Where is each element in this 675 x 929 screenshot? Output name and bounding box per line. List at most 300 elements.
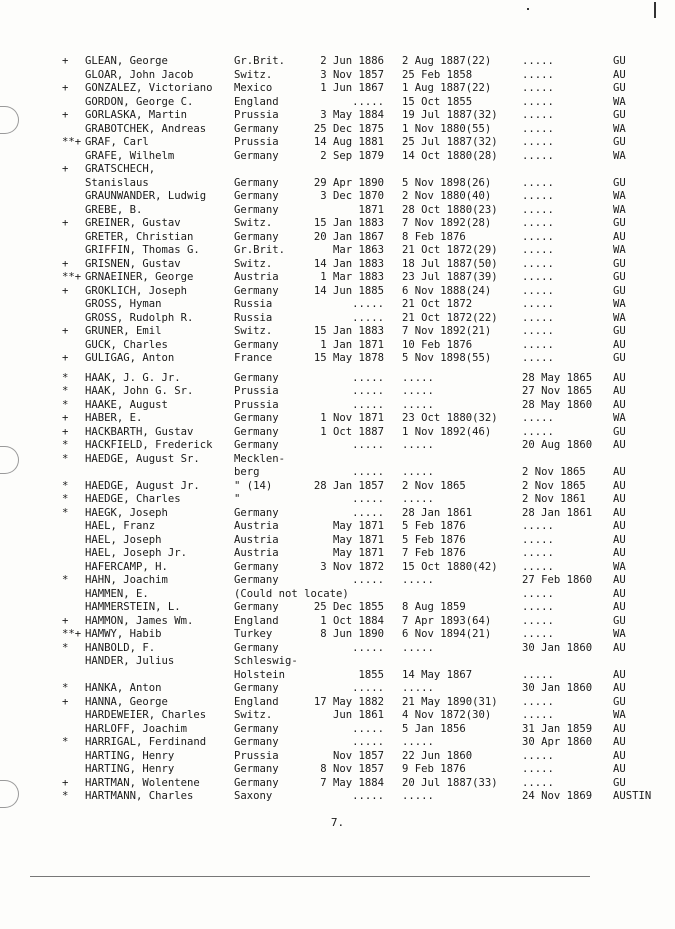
naturalization-date: 7 Feb 1876 [402,547,466,559]
arrival-date: May 1871 [332,533,384,546]
country: Schleswig- [234,655,298,667]
citizenship-date: ..... [522,271,554,283]
row-marker: **+ [62,628,82,640]
arrival-date: 3 Nov 1857 [320,68,384,81]
person-name: GRUNER, Emil [85,325,162,337]
location-code: AU [613,722,626,735]
row-marker: * [62,479,69,492]
row-marker: * [62,439,69,451]
table-row [0,244,675,258]
location-code: AU [613,68,626,81]
person-name: HAHN, Joachim [85,574,168,586]
table-row [0,507,675,521]
location-code: GU [613,55,626,67]
location-code: AU [613,763,626,775]
scan-mark [527,8,529,10]
arrival-date: 1 Oct 1887 [320,425,384,438]
naturalization-date: 2 Nov 1880(40) [402,190,492,202]
table-row [0,217,675,231]
row-marker: + [62,695,69,708]
row-marker: + [62,217,69,229]
person-name: HANNA, George [85,695,168,708]
citizenship-date: ..... [522,352,554,364]
row-marker: * [62,790,69,802]
location-code: GU [613,284,626,297]
table-row [0,82,675,96]
arrival-date: 2 Jun 1886 [320,55,384,67]
arrival-date: ..... [352,641,384,654]
country: Germany [234,425,279,438]
naturalization-date: 18 Jul 1887(50) [402,257,498,270]
country: Austria [234,533,279,546]
country: Germany [234,736,279,748]
citizenship-date: ..... [522,176,554,189]
location-code: WA [613,311,626,324]
table-row [0,790,675,804]
citizenship-date: ..... [522,230,554,243]
naturalization-date: 14 May 1867 [402,668,473,681]
naturalization-date: ..... [402,466,434,478]
naturalization-date: 21 Oct 1872 [402,298,473,310]
citizenship-date: 2 Nov 1865 [522,479,586,492]
naturalization-date: 1 Nov 1880(55) [402,122,492,135]
country: Mecklen- [234,452,286,465]
country: Turkey [234,628,273,640]
location-code: AU [613,736,626,748]
country: Germany [234,230,279,243]
person-name: GRISNEN, Gustav [85,257,181,270]
citizenship-date: ..... [522,298,554,310]
table-row [0,628,675,642]
citizenship-date: ..... [522,217,554,229]
citizenship-date: ..... [522,149,554,162]
country: Switz. [234,325,273,337]
person-name: GRABOTCHEK, Andreas [85,122,207,135]
citizenship-date: ..... [522,190,554,202]
country: Austria [234,520,279,532]
country: Germany [234,338,279,351]
citizenship-date: ..... [522,311,554,324]
country: England [234,95,279,108]
citizenship-date: 30 Jan 1860 [522,682,593,694]
citizenship-date: 27 Nov 1865 [522,385,593,397]
arrival-date: ..... [352,682,384,694]
location-code: AU [613,682,626,694]
person-name: HAMMERSTEIN, L. [85,601,181,613]
arrival-date: 25 Dec 1855 [313,601,384,613]
location-code: WA [613,244,626,256]
location-code: WA [613,628,626,640]
row-marker: **+ [62,136,82,148]
naturalization-date: 25 Feb 1858 [402,68,473,81]
person-name: HAMMEN, E. [85,587,149,600]
person-name: HAAK, J. G. Jr. [85,371,181,384]
citizenship-date: 20 Aug 1860 [522,439,593,451]
table-row [0,177,675,191]
naturalization-date: 6 Nov 1894(21) [402,628,492,640]
location-code: AU [613,533,626,546]
country: Germany [234,412,279,424]
person-name: GRATSCHECH, [85,163,156,175]
country: Germany [234,149,279,162]
table-row [0,493,675,507]
naturalization-date: ..... [402,385,434,397]
person-name: HACKBARTH, Gustav [85,425,194,438]
row-marker: * [62,641,69,654]
naturalization-date: 1 Nov 1892(46) [402,425,492,438]
location-code: AU [613,385,626,397]
person-name: HAEL, Joseph Jr. [85,547,188,559]
table-row [0,547,675,561]
arrival-date: ..... [352,466,384,478]
country: Germany [234,763,279,775]
row-marker: * [62,452,69,465]
country: Germany [234,190,279,202]
country: Switz. [234,709,273,721]
table-row [0,399,675,413]
arrival-date: 7 May 1884 [320,776,384,789]
naturalization-date: 10 Feb 1876 [402,338,473,351]
table-row [0,588,675,602]
country: Germany [234,284,279,297]
country: Germany [234,601,279,613]
person-name: GROSS, Rudolph R. [85,311,194,324]
country: Switz. [234,257,273,270]
location-code: WA [613,298,626,310]
country: " [234,493,241,505]
table-row [0,385,675,399]
naturalization-date: 6 Nov 1888(24) [402,284,492,297]
location-code: AU [613,479,626,492]
table-row [0,150,675,164]
location-code: GU [613,109,626,121]
location-code: AUSTIN [613,790,652,802]
row-marker: + [62,412,69,424]
table-row [0,109,675,123]
row-marker: + [62,284,69,297]
citizenship-date: ..... [522,203,554,216]
country: Russia [234,298,273,310]
person-name: GRAF, Carl [85,136,149,148]
person-name: GLEAN, George [85,55,168,67]
person-name: HARTING, Henry [85,763,175,775]
citizenship-date: 24 Nov 1869 [522,790,593,802]
person-name: HAEL, Franz [85,520,156,532]
row-marker: + [62,55,69,67]
naturalization-date: ..... [402,439,434,451]
person-name: GULIGAG, Anton [85,352,175,364]
arrival-date: 3 Nov 1872 [320,560,384,573]
person-name: GRIFFIN, Thomas G. [85,244,200,256]
location-code: AU [613,398,626,411]
person-name: HAEL, Joseph [85,533,162,546]
naturalization-date: 5 Feb 1876 [402,533,466,546]
person-name: HAFERCAMP, H. [85,560,168,573]
country: Holstein [234,668,286,681]
country: England [234,614,279,627]
naturalization-date: 2 Aug 1887(22) [402,55,492,67]
location-code: WA [613,190,626,202]
arrival-date: ..... [352,298,384,310]
country: England [234,695,279,708]
person-name: GONZALEZ, Victoriano [85,82,213,94]
table-row [0,312,675,326]
row-marker: * [62,398,69,411]
country: Prussia [234,749,279,762]
person-name: HAMWY, Habib [85,628,162,640]
naturalization-date: 15 Oct 1880(42) [402,560,498,573]
arrival-date: ..... [352,790,384,802]
citizenship-date: ..... [522,709,554,721]
location-code: AU [613,547,626,559]
country: " (14) [234,479,273,492]
arrival-date: ..... [352,506,384,519]
arrival-date: 28 Jan 1857 [313,479,384,492]
country: Saxony [234,790,273,802]
naturalization-date: ..... [402,574,434,586]
naturalization-date: 5 Nov 1898(55) [402,352,492,364]
arrival-date: ..... [352,385,384,397]
table-row [0,439,675,453]
country: Germany [234,682,279,694]
person-name: GORLASKA, Martin [85,109,188,121]
location-code: AU [613,466,626,478]
table-row [0,258,675,272]
naturalization-date: ..... [402,493,434,505]
table-row [0,231,675,245]
table-row [0,136,675,150]
naturalization-date: ..... [402,641,434,654]
table-row [0,352,675,366]
arrival-date: ..... [352,439,384,451]
location-code: GU [613,614,626,627]
person-name: HANDER, Julius [85,655,175,667]
arrival-date: Mar 1863 [332,244,384,256]
citizenship-date: ..... [522,244,554,256]
citizenship-date: ..... [522,749,554,762]
citizenship-date: 27 Feb 1860 [522,574,593,586]
person-name: GUCK, Charles [85,338,168,351]
naturalization-date: 8 Feb 1876 [402,230,466,243]
naturalization-date: 23 Jul 1887(39) [402,271,498,283]
arrival-date: 1871 [358,203,384,216]
table-row [0,271,675,285]
country: berg [234,466,260,478]
arrival-date: 3 Dec 1870 [320,190,384,202]
table-row [0,426,675,440]
arrival-date: 2 Sep 1879 [320,149,384,162]
citizenship-date: 30 Apr 1860 [522,736,593,748]
person-name: HACKFIELD, Frederick [85,439,213,451]
arrival-date: 25 Dec 1875 [313,122,384,135]
row-marker: * [62,736,69,748]
table-row [0,325,675,339]
country: Gr.Brit. [234,244,286,256]
naturalization-date: 2 Nov 1865 [402,479,466,492]
location-code: AU [613,520,626,532]
table-row [0,696,675,710]
naturalization-date: 21 Oct 1872(29) [402,244,498,256]
arrival-date: 17 May 1882 [313,695,384,708]
table-row [0,561,675,575]
country: Switz. [234,68,273,81]
arrival-date: ..... [352,398,384,411]
arrival-date: Nov 1857 [332,749,384,762]
table-row [0,750,675,764]
row-marker: + [62,425,69,438]
citizenship-date: ..... [522,68,554,81]
row-marker: **+ [62,271,82,283]
table-row [0,520,675,534]
person-name: HARTMAN, Wolentene [85,776,200,789]
naturalization-date: 7 Nov 1892(21) [402,325,492,337]
citizenship-date: ..... [522,763,554,775]
naturalization-date: 7 Apr 1893(64) [402,614,492,627]
location-code: GU [613,425,626,438]
person-name: HABER, E. [85,412,143,424]
country: Gr.Brit. [234,55,286,67]
arrival-date: 29 Apr 1890 [313,176,384,189]
person-name: HAMMON, James Wm. [85,614,194,627]
row-marker: + [62,776,69,789]
location-code: GU [613,217,626,229]
table-row [0,669,675,683]
citizenship-date: ..... [522,122,554,135]
arrival-date: ..... [352,95,384,108]
table-row [0,204,675,218]
location-code: WA [613,149,626,162]
row-marker: * [62,371,69,384]
table-row [0,190,675,204]
table-row [0,298,675,312]
arrival-date: 14 Jan 1883 [313,257,384,270]
citizenship-date: ..... [522,668,554,681]
location-code: AU [613,587,626,600]
arrival-date: ..... [352,371,384,384]
arrival-date: 15 Jan 1883 [313,325,384,337]
naturalization-date: 7 Nov 1892(28) [402,217,492,229]
naturalization-date: 20 Jul 1887(33) [402,776,498,789]
citizenship-date: ..... [522,547,554,559]
person-name: GRAUNWANDER, Ludwig [85,190,207,202]
scan-mark [654,2,656,18]
arrival-date: 1855 [358,668,384,681]
naturalization-date: 21 May 1890(31) [402,695,498,708]
citizenship-date: ..... [522,55,554,67]
country: Switz. [234,217,273,229]
table-row [0,655,675,669]
citizenship-date: ..... [522,412,554,424]
location-code: GU [613,695,626,708]
citizenship-date: ..... [522,82,554,94]
arrival-date: 8 Jun 1890 [320,628,384,640]
citizenship-date: 28 May 1865 [522,371,593,384]
person-name: GROSS, Hyman [85,298,162,310]
person-name: GORDON, George C. [85,95,194,108]
country: Germany [234,176,279,189]
country: Germany [234,776,279,789]
person-name: HAAK, John G. Sr. [85,385,194,397]
arrival-date: 3 May 1884 [320,109,384,121]
citizenship-date: ..... [522,109,554,121]
naturalization-date: 14 Oct 1880(28) [402,149,498,162]
naturalization-date: 28 Oct 1880(23) [402,203,498,216]
person-name: HAEGK, Joseph [85,506,168,519]
table-row [0,453,675,467]
country: Germany [234,574,279,586]
person-name: HARTING, Henry [85,749,175,762]
table-row [0,534,675,548]
naturalization-date: ..... [402,790,434,802]
country: Prussia [234,136,279,148]
table-row [0,480,675,494]
citizenship-date: 30 Jan 1860 [522,641,593,654]
country: (Could not locate) [234,587,349,600]
location-code: GU [613,136,626,148]
arrival-date: 20 Jan 1867 [313,230,384,243]
arrival-date: 15 May 1878 [313,352,384,364]
table-row [0,55,675,69]
country: Austria [234,271,279,283]
person-name: GREBE, B. [85,203,143,216]
row-marker: + [62,82,69,94]
location-code: GU [613,82,626,94]
location-code: AU [613,749,626,762]
table-row [0,412,675,426]
table-row [0,339,675,353]
location-code: AU [613,641,626,654]
table-row [0,777,675,791]
arrival-date: May 1871 [332,520,384,532]
arrival-date: ..... [352,493,384,505]
naturalization-date: 9 Feb 1876 [402,763,466,775]
location-code: WA [613,560,626,573]
naturalization-date: 21 Oct 1872(22) [402,311,498,324]
table-row [0,285,675,299]
citizenship-date: 28 Jan 1861 [522,506,593,519]
naturalization-date: 8 Aug 1859 [402,601,466,613]
row-marker: + [62,163,69,175]
row-marker: * [62,682,69,694]
person-name: GREINER, Gustav [85,217,181,229]
location-code: WA [613,412,626,424]
person-name: HARTMANN, Charles [85,790,194,802]
person-name: HARRIGAL, Ferdinand [85,736,207,748]
citizenship-date: 28 May 1860 [522,398,593,411]
location-code: AU [613,574,626,586]
location-code: WA [613,122,626,135]
table-row [0,642,675,656]
person-name: GLOAR, John Jacob [85,68,194,81]
citizenship-date: 31 Jan 1859 [522,722,593,735]
arrival-date: 1 Oct 1884 [320,614,384,627]
person-name: GRNAEINER, George [85,271,194,283]
citizenship-date: ..... [522,560,554,573]
location-code: WA [613,203,626,216]
row-marker: * [62,506,69,519]
row-marker: + [62,614,69,627]
person-name: GRETER, Christian [85,230,194,243]
location-code: AU [613,439,626,451]
location-code: GU [613,176,626,189]
country: Germany [234,506,279,519]
table-row [0,682,675,696]
row-marker: * [62,493,69,505]
location-code: GU [613,776,626,789]
citizenship-date: ..... [522,520,554,532]
country: Germany [234,722,279,735]
naturalization-date: 5 Jan 1856 [402,722,466,735]
